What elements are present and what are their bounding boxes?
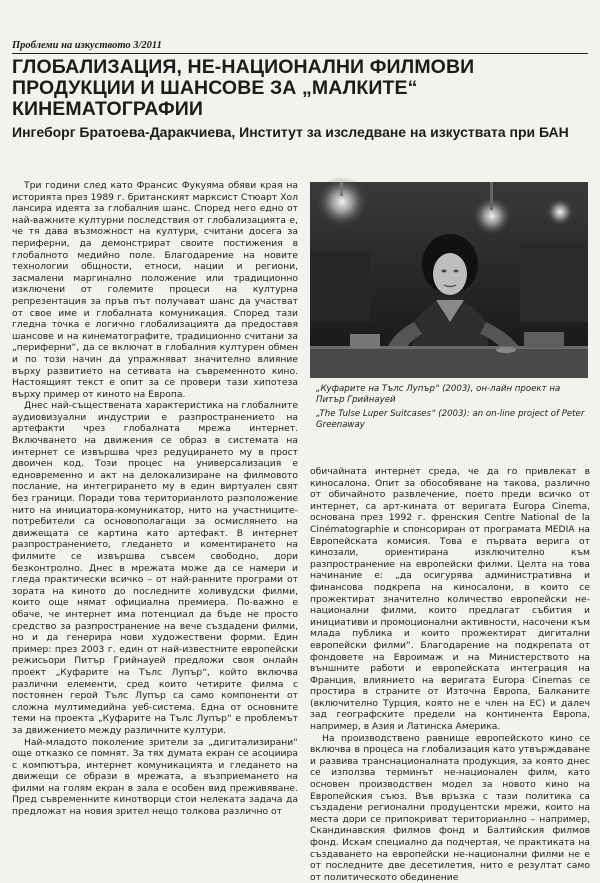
paragraph: обичайната интернет среда, че да го привлекат в киносалона. Опит за обособяване на такова, различно от обичайното развлечение, поето преди всичко от интернет, са арт-кината от веригата Europa Cinema, основана през 1992 г. френския Centre National de la Cinématographie и спонсориран от програмата MEDIA на Европейската комисия. Това е първата верига от кинозали, ориентирана изключително към разпространение на европейски филми. Целта на това начинание е: „да осигурява административна и финансова подкрепа на киносалони, в които се прожектират значително количество европейски не-национални филми, които предлагат събития и инициативи и промоционални активности, насочени към млада публика и които прожектират дигитални европейски филми“. Благодарение на подкрепата от фондовете на Евроимаж и на Министерството на външните работи и европейската интеграция на Франция, влиянието на веригата Europa Cinemas се простира в страните от Източна Европа, Балканите (включително Турция, която не е член на ЕС) и далеч зад географските предели на континента Европа, например, в Азия и Латинска Америка. [310, 466, 590, 733]
paragraph: На производствено равнище европейското кино се включва в процеса на глобализация като утвърждаване и развива транснационалната продукция, за която днес се използва терминът не-национален филм, като основен производствен модел за новото кино на Европейския съюз. Във връзка с тази политика са създадени регионални продуцентски мрежи, които на места дори се припокриват територианлно – например, Скандинавския филмов фонд и Балтийския филмов фонд. Искам специално да подчертая, че практиката на създаването на европейски не-национални филми не е от последните две десетилетия, нито е резултат само от политическото обединение [310, 732, 590, 883]
right-column [310, 466, 590, 883]
running-head: Проблеми на изкуството 3/2011 [12, 40, 588, 54]
left-column [12, 180, 298, 818]
paragraph: Днес най-съществената характеристика на глобалните аудиовизуални индустрии е разпространението на артефакти чрез глобалната мрежа интернет. Включването на движения се образ в системата на интернет се извършва чрез редуцирането му в прост двоичен код. Този процес на универсализация е едновременно и акт на делокализиране на филмовото послание, на интегрирането му в един виртуален свят без граници. Поради това територианлото разположение нито на инициатора-комуникатор, нито на участниците-потребители са основополагащи за осмислянето на движещата се картина като артефакт. В интернет разпространението, гледането и коментирането на филмите се извършва съвсем свободно, дори безконтролно. Днес в мрежата може да се намери и гледа практически всичко – от най-ранните програми от зората на киното до последните холивудски филми, които още нямат официална премиера. По-важно е обаче, че интернет има потенциал да бъде не просто средство за разпространение на вече създадени филми, но и да генерира нови художествени форми. Един пример: през 2003 г. един от най-известните европейски режисьори Питър Грийнауей предложи своя онлайн проект „Куфарите на Тълс Лупър“, който включва различни елементи, сред които четирите филма с постоянен герой Тълс Лупър са само компоненти от сложна мултимедийна уеб-система. Една от основните теми на проекта „Куфарите на Тълс Лупър“ е проблемът за движението между различните култури. [12, 400, 298, 736]
author-line: Ингеборг Братоева-Даракчиева, Институт за изследване на изкуствата при БАН [12, 124, 569, 140]
paragraph: Най-младото поколение зрители за „дигитализирани“ още отказко се помнят. За тях думата екран се асоциира с компютъра, интернет комуникацията и гледането на движещи се образи в мрежата, а възприемането на филми на голям екран в зала е особен вид преживяване. Пред съвременните кинотворци стои нелеката задача да предложат на новия зрител нещо толкова различно от [12, 736, 298, 818]
article-title: ГЛОБАЛИЗАЦИЯ, НЕ-НАЦИОНАЛНИ ФИЛМОВИ ПРОДУКЦИИ И ШАНСОВЕ ЗА „МАЛКИТЕ“ КИНЕМАТОГРАФИИ [12, 56, 475, 120]
film-still-figure [310, 182, 588, 378]
caption-english: „The Tulse Luper Suitcases“ (2003): an on-line project of Peter Greenaway [316, 409, 585, 430]
paragraph: Три години след като Франсис Фукуяма обяви края на историята през 1989 г. британският марксист Стюарт Хол лансира идеята за глобалния шанс. Според него едно от най-важните културни последствия от глобализацията е, че тя дава възможност на култури, считани досега за периферни, да демонстрират своите постижения в глобалното медийно поле. Благодарение на новите технологии общности, етноси, нации и региони, засмалени маргинално положение или традиционно изключени от големите процеси на културна репрезентация за пръв път получават шанс да участват от свое име и глобалната комуникация. Според тази гледна точка е логично глобализацията да предоставя шансове и на кинематографите, традиционно считани за „периферни“, да се включат в глобалния културен обмен и по този начин да упражняват значително влияние върху развитието на сетивата на съвременното кино. Настоящият текст е опит за се провери тази хипотеза върху пример от киното на Европа. [12, 180, 298, 400]
film-still-image [310, 182, 588, 378]
caption-bulgarian: „Куфарите на Тълс Лупър“ (2003), он-лайн проект на Питър Грийнауей [316, 384, 561, 405]
figure-caption [316, 384, 588, 434]
